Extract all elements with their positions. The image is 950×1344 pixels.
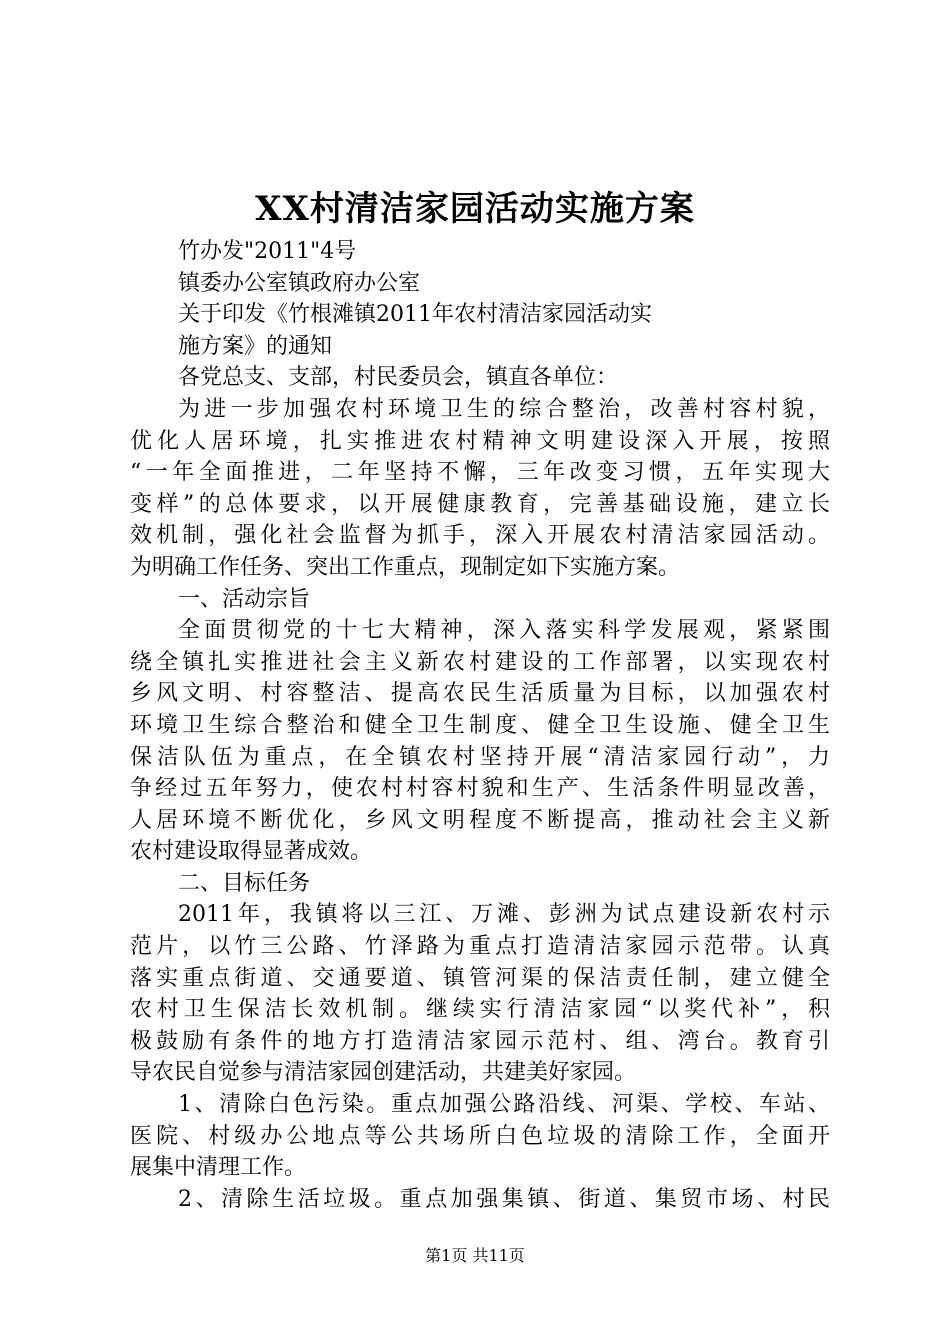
paragraph-line: 人居环境不断优化，乡风文明程度不断提高，推动社会主义新 [130, 807, 830, 833]
paragraph-line: 保洁队伍为重点，在全镇农村坚持开展“清洁家园行动”，力 [130, 744, 830, 770]
paragraph-line: 变样”的总体要求，以开展健康教育，完善基础设施，建立长 [130, 491, 830, 517]
paragraph-line: 落实重点街道、交通要道、镇管河渠的保洁责任制，建立健全 [130, 965, 830, 991]
page-footer: 第1页 共11页 [425, 1246, 525, 1265]
paragraph-line: 导农民自觉参与清洁家园创建活动，共建美好家园。 [130, 1060, 637, 1086]
paragraph-line: 2011年，我镇将以三江、万滩、彭洲为试点建设新农村示 [178, 902, 830, 928]
paragraph-line: 农村卫生保洁长效机制。继续实行清洁家园“以奖代补”，积 [130, 997, 830, 1023]
document-title: XX村清洁家园活动实施方案 [255, 189, 695, 229]
paragraph-line: 争经过五年努力，使农村村容村貌和生产、生活条件明显改善， [130, 776, 830, 802]
salutation-line: 各党总支、支部，村民委员会，镇直各单位： [178, 365, 619, 391]
paragraph-line: 为明确工作任务、突出工作重点，现制定如下实施方案。 [130, 554, 681, 580]
paragraph-line: “一年全面推进，二年坚持不懈，三年改变习惯，五年实现大 [130, 460, 830, 486]
list-item-line: 展集中清理工作。 [130, 1155, 307, 1181]
paragraph-line: 为进一步加强农村环境卫生的综合整治，改善村容村貌， [178, 396, 830, 422]
section-heading: 一、活动宗旨 [178, 586, 311, 612]
paragraph-line: 绕全镇扎实推进社会主义新农村建设的工作部署，以实现农村 [130, 649, 830, 675]
notice-subject-line: 施方案》的通知 [178, 333, 333, 359]
paragraph-line: 效机制，强化社会监督为抓手，深入开展农村清洁家园活动。 [130, 523, 830, 549]
paragraph-line: 范片，以竹三公路、竹泽路为重点打造清洁家园示范带。认真 [130, 934, 830, 960]
list-item-line: 2、清除生活垃圾。重点加强集镇、街道、集贸市场、村民 [178, 1186, 830, 1212]
issuer-line: 镇委办公室镇政府办公室 [178, 270, 421, 296]
paragraph-line: 全面贯彻党的十七大精神，深入落实科学发展观，紧紧围 [178, 618, 830, 644]
paragraph-line: 农村建设取得显著成效。 [130, 839, 373, 865]
list-item-line: 1、清除白色污染。重点加强公路沿线、河渠、学校、车站、 [178, 1092, 830, 1118]
paragraph-line: 优化人居环境，扎实推进农村精神文明建设深入开展，按照 [130, 428, 830, 454]
notice-subject-line: 关于印发《竹根滩镇2011年农村清洁家园活动实 [178, 302, 652, 328]
paragraph-line: 乡风文明、村容整洁、提高农民生活质量为目标，以加强农村 [130, 681, 830, 707]
section-heading: 二、目标任务 [178, 870, 311, 896]
list-item-line: 医院、村级办公地点等公共场所白色垃圾的清除工作，全面开 [130, 1123, 830, 1149]
doc-number-line: 竹办发"2011"4号 [178, 239, 357, 264]
paragraph-line: 环境卫生综合整治和健全卫生制度、健全卫生设施、健全卫生 [130, 712, 830, 738]
document-body [130, 236, 830, 1215]
paragraph-line: 极鼓励有条件的地方打造清洁家园示范村、组、湾台。教育引 [130, 1028, 830, 1054]
